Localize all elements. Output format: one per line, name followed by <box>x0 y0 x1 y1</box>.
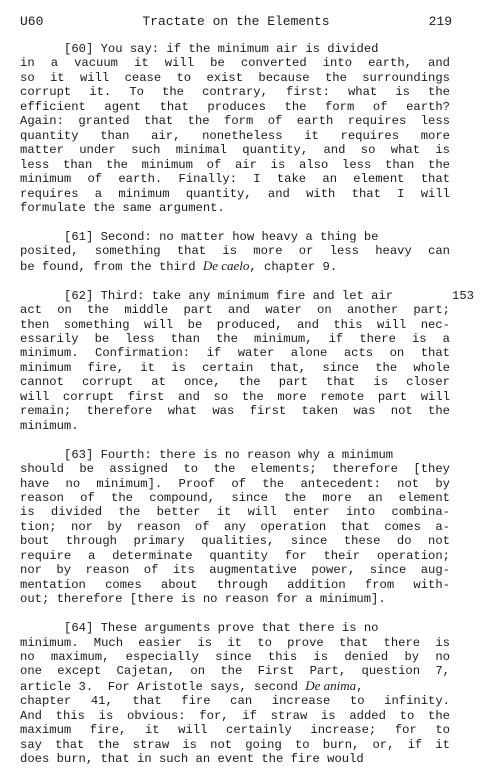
text-line: then something will be produced, and this will nec- <box>20 317 450 332</box>
text-segment: article 3. For Aristotle says, second <box>20 679 306 694</box>
text-line: does burn, that in such an event the fire would <box>20 752 364 767</box>
text-line: chapter 41, that fire can increase to infinity. <box>20 694 450 709</box>
text-line: will corrupt first and so the more remote part will <box>20 389 450 404</box>
running-title: Tractate on the Elements <box>142 14 330 29</box>
paragraph-64 <box>20 621 450 767</box>
text-line: one except Cajetan, on the First Part, question 7, <box>20 664 450 679</box>
text-line: minimum of earth. Finally: I take an element that <box>20 172 450 187</box>
text-line: And this is obvious: for, if straw is added to the <box>20 708 450 723</box>
text-segment: , chapter 9. <box>249 259 338 274</box>
marginal-page-reference: 153 <box>452 289 474 303</box>
paragraph-63 <box>20 448 450 607</box>
work-title-de-caelo: De caelo <box>202 257 250 273</box>
text-line: less than the minimum of air is also less than the <box>20 157 450 172</box>
paragraph-61 <box>20 230 450 274</box>
text-line: [60] You say: if the minimum air is divided <box>64 42 379 56</box>
text-line: require a determinate quantity for their operation; <box>20 548 450 563</box>
text-line: tion; nor by reason of any operation that comes a- <box>20 519 450 534</box>
text-line: [64] These arguments prove that there is no <box>64 621 379 636</box>
text-line: minimum. <box>20 418 79 433</box>
text-line: in a vacuum it will be converted into earth, and <box>20 56 450 71</box>
text-line: efficient agent that produces the form of earth? <box>20 99 450 114</box>
text-line: [62] Third: take any minimum fire and let air <box>64 288 394 303</box>
page-body <box>20 42 450 781</box>
text-line: mentation comes about through addition from with- <box>20 577 450 592</box>
text-line: posited, something that is more or less heavy can <box>20 244 450 259</box>
text-line: requires a minimum quantity, and with that I will <box>20 186 450 201</box>
text-segment: , <box>356 679 364 694</box>
text-line <box>20 679 450 694</box>
header-section-code: U60 <box>20 14 44 29</box>
text-line: is divided the better it will enter into combina- <box>20 505 450 520</box>
text-line: essarily be less than the minimum, if there is a <box>20 332 450 347</box>
text-line: cannot corrupt at once, the part that is closer <box>20 375 450 390</box>
text-line: formulate the same argument. <box>20 200 225 215</box>
text-line: remain; therefore what was first taken was not the <box>20 404 450 419</box>
work-title-de-anima: De anima <box>305 677 357 693</box>
text-line: reason of the compound, since the more an element <box>20 491 450 505</box>
text-line <box>20 259 450 274</box>
text-line: maximum fire, it will certainly increase; for to <box>20 723 450 738</box>
text-line: [63] Fourth: there is no reason why a minimum <box>64 447 394 462</box>
text-segment: be found, from the third <box>20 259 203 274</box>
text-line: have no minimum]. Proof of the antecedent: not by <box>20 476 450 491</box>
text-line: minimum. Much easier is it to prove that there is <box>20 635 450 650</box>
running-header <box>20 12 452 32</box>
text-line: say that the straw is not going to burn, or, if it <box>20 737 450 752</box>
text-line: so it will cease to exist because the surroundings <box>20 70 450 85</box>
text-line: Again: granted that the form of earth requires less <box>20 114 450 129</box>
text-line: no maximum, especially since this is denied by no <box>20 649 450 664</box>
text-line: should be assigned to the elements; therefore [they <box>20 462 450 477</box>
page-number: 219 <box>428 14 452 29</box>
text-line: quantity than air, nonetheless it requires more <box>20 128 450 143</box>
paragraph-62 <box>20 289 450 434</box>
text-line: corrupt it. To the contrary, first: what is the <box>20 85 450 100</box>
text-line: [61] Second: no matter how heavy a thing be <box>64 229 379 244</box>
text-line: nor by reason of its augmentative power, since aug- <box>20 563 450 578</box>
text-line: out; therefore [there is no reason for a minimum]. <box>20 592 386 607</box>
text-line: matter under such minimal quantity, and so what is <box>20 143 450 158</box>
text-line: minimum fire, it is certain that, since the whole <box>20 360 450 375</box>
text-line: bout through primary qualities, since these do not <box>20 534 450 549</box>
text-line: act on the middle part and water on another part; <box>20 303 450 318</box>
paragraph-60 <box>20 42 450 215</box>
text-line: minimum. Confirmation: if water alone acts on that <box>20 346 450 361</box>
